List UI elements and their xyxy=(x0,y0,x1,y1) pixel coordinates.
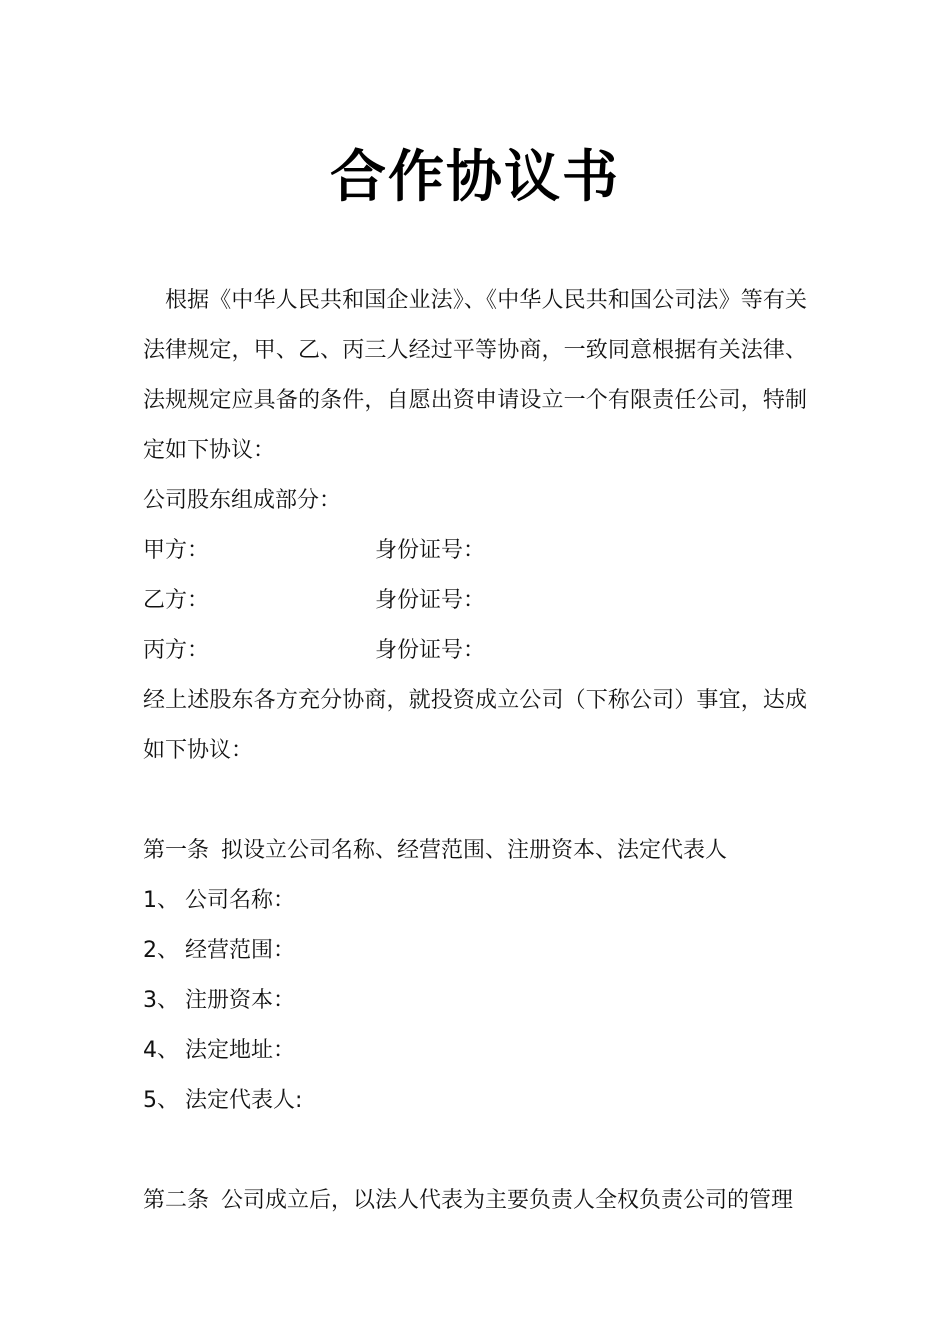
article-1-number: 第一条 xyxy=(143,838,210,863)
party-b-label: 乙方： xyxy=(143,588,210,613)
party-a-id-label: 身份证号： xyxy=(375,538,486,563)
list-item-text: 公司名称： xyxy=(185,888,296,913)
list-item-number: 1、 xyxy=(143,888,179,913)
spacer xyxy=(143,776,807,826)
list-item-number: 3、 xyxy=(143,988,179,1013)
article-2-number: 第二条 xyxy=(143,1188,210,1213)
document-title: 合作协议书 xyxy=(330,145,620,210)
article-1-title: 拟设立公司名称、经营范围、注册资本、法定代表人 xyxy=(221,838,728,863)
party-b-id-label: 身份证号： xyxy=(375,588,486,613)
party-c-id-label: 身份证号： xyxy=(375,638,486,663)
list-item xyxy=(143,876,807,926)
list-item-number: 2、 xyxy=(143,938,179,963)
list-item xyxy=(143,1026,807,1076)
shareholders-heading-text: 公司股东组成部分： xyxy=(143,488,342,513)
party-row-a xyxy=(143,526,807,576)
spacer xyxy=(143,1126,807,1176)
party-a-label: 甲方： xyxy=(143,538,210,563)
article-2-paragraph xyxy=(143,1176,807,1226)
party-row-c xyxy=(143,626,807,676)
party-c-label: 丙方： xyxy=(143,638,210,663)
list-item-number: 5、 xyxy=(143,1088,179,1113)
list-item-text: 法定地址： xyxy=(185,1038,296,1063)
intro-paragraph: 根据《中华人民共和国企业法》、《中华人民共和国公司法》等有关法律规定，甲、乙、丙三人经过平等协商，一致同意根据有关法律、法规规定应具备的条件，自愿出资申请设立一个有限责任公司，特制定如下协议： xyxy=(143,288,807,463)
list-item xyxy=(143,976,807,1026)
article-1-heading xyxy=(143,826,807,876)
list-item xyxy=(143,1076,807,1126)
agreement-intro-paragraph: 经上述股东各方充分协商，就投资成立公司（下称公司）事宜，达成如下协议： xyxy=(143,688,807,763)
shareholders-heading xyxy=(143,476,807,526)
list-item-text: 法定代表人: xyxy=(185,1088,303,1113)
article-2-text: 公司成立后，以法人代表为主要负责人全权负责公司的管理 xyxy=(221,1188,794,1213)
list-item-text: 经营范围： xyxy=(185,938,296,963)
list-item-text: 注册资本： xyxy=(185,988,296,1013)
party-row-b xyxy=(143,576,807,626)
list-item-number: 4、 xyxy=(143,1038,179,1063)
document-body xyxy=(143,276,807,1226)
list-item xyxy=(143,926,807,976)
